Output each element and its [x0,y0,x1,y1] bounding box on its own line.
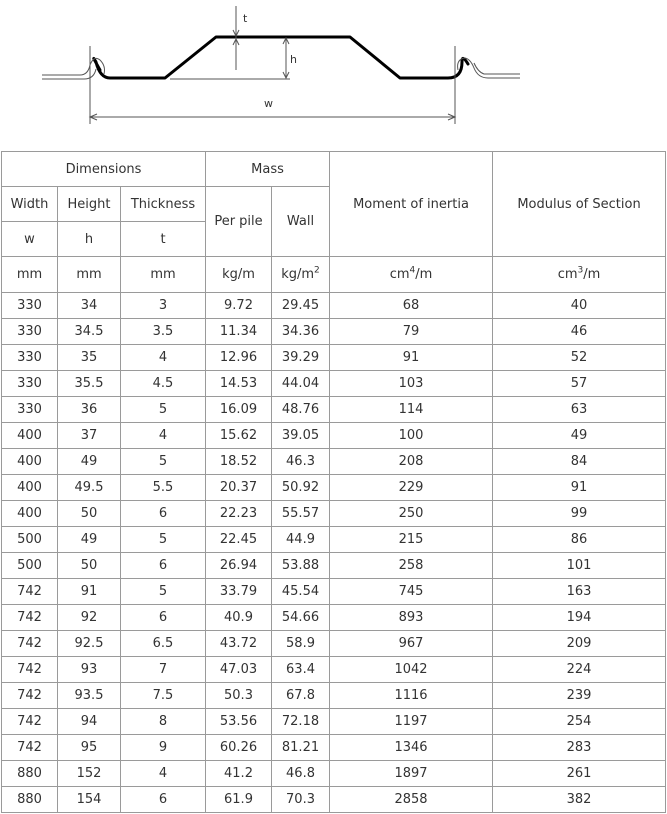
cell-mass-wall: 54.66 [272,605,330,631]
cell-moment-of-inertia: 1197 [330,709,493,735]
cell-mass-per-pile: 9.72 [206,293,272,319]
cell-mass-wall: 72.18 [272,709,330,735]
cell-width: 742 [2,735,58,761]
cell-moment-of-inertia: 103 [330,371,493,397]
unit-inertia-base: cm [389,267,410,282]
cell-moment-of-inertia: 745 [330,579,493,605]
unit-wall-exponent: 2 [314,265,320,276]
cell-mass-per-pile: 61.9 [206,787,272,813]
cell-moment-of-inertia: 114 [330,397,493,423]
table-row [2,397,666,423]
header-mass: Mass [206,152,330,187]
unit-modulus-of-section [493,257,666,293]
header-moment-of-inertia: Moment of inertia [330,152,493,257]
cell-width: 330 [2,345,58,371]
cell-thickness: 4.5 [121,371,206,397]
cell-width: 330 [2,319,58,345]
cell-height: 91 [58,579,121,605]
unit-inertia-exponent: 4 [409,265,416,276]
cell-thickness: 6 [121,553,206,579]
cell-moment-of-inertia: 91 [330,345,493,371]
header-width: Width [2,187,58,222]
cell-moment-of-inertia: 1897 [330,761,493,787]
header-per-pile: Per pile [206,187,272,257]
cell-modulus-of-section: 91 [493,475,666,501]
cell-mass-wall: 58.9 [272,631,330,657]
cell-thickness: 3.5 [121,319,206,345]
thickness-label: t [243,12,248,25]
table-row [2,735,666,761]
cell-mass-per-pile: 15.62 [206,423,272,449]
cell-modulus-of-section: 163 [493,579,666,605]
cell-height: 92.5 [58,631,121,657]
cell-thickness: 5 [121,449,206,475]
cell-mass-per-pile: 22.45 [206,527,272,553]
cell-moment-of-inertia: 100 [330,423,493,449]
cell-mass-per-pile: 41.2 [206,761,272,787]
cell-mass-wall: 45.54 [272,579,330,605]
cell-thickness: 7.5 [121,683,206,709]
cell-mass-wall: 67.8 [272,683,330,709]
cell-height: 94 [58,709,121,735]
cell-width: 742 [2,579,58,605]
cell-mass-wall: 50.92 [272,475,330,501]
cell-mass-per-pile: 18.52 [206,449,272,475]
cell-moment-of-inertia: 1042 [330,657,493,683]
cell-height: 49 [58,527,121,553]
cell-mass-wall: 53.88 [272,553,330,579]
cell-mass-per-pile: 53.56 [206,709,272,735]
cell-height: 36 [58,397,121,423]
cell-width: 880 [2,761,58,787]
cell-thickness: 5.5 [121,475,206,501]
cell-width: 500 [2,527,58,553]
height-label: h [290,53,297,66]
cell-moment-of-inertia: 2858 [330,787,493,813]
cell-modulus-of-section: 382 [493,787,666,813]
cell-moment-of-inertia: 1116 [330,683,493,709]
cell-height: 152 [58,761,121,787]
cell-width: 742 [2,657,58,683]
cell-moment-of-inertia: 68 [330,293,493,319]
cell-height: 50 [58,501,121,527]
cell-height: 93 [58,657,121,683]
cell-modulus-of-section: 254 [493,709,666,735]
sheet-pile-profile-diagram [0,0,667,150]
sheet-pile-specification-table [1,151,666,813]
unit-per-pile: kg/m [206,257,272,293]
cell-height: 34 [58,293,121,319]
cell-mass-per-pile: 60.26 [206,735,272,761]
cell-height: 34.5 [58,319,121,345]
table-row [2,553,666,579]
cell-modulus-of-section: 40 [493,293,666,319]
unit-modulus-base: cm [557,267,578,282]
cell-height: 154 [58,787,121,813]
cell-modulus-of-section: 194 [493,605,666,631]
cell-mass-per-pile: 14.53 [206,371,272,397]
unit-height: mm [58,257,121,293]
cell-modulus-of-section: 52 [493,345,666,371]
table-row [2,501,666,527]
cell-mass-per-pile: 43.72 [206,631,272,657]
header-height: Height [58,187,121,222]
table-row [2,293,666,319]
table-row [2,605,666,631]
cell-moment-of-inertia: 967 [330,631,493,657]
cell-modulus-of-section: 261 [493,761,666,787]
unit-wall-base: kg/m [281,267,315,282]
cell-mass-wall: 70.3 [272,787,330,813]
cell-modulus-of-section: 84 [493,449,666,475]
cell-modulus-of-section: 239 [493,683,666,709]
cell-width: 742 [2,709,58,735]
width-label: w [264,97,273,110]
cell-width: 400 [2,423,58,449]
table-row [2,345,666,371]
cell-mass-wall: 29.45 [272,293,330,319]
cell-moment-of-inertia: 215 [330,527,493,553]
profile-section-line [94,37,468,78]
cell-mass-per-pile: 50.3 [206,683,272,709]
cell-modulus-of-section: 63 [493,397,666,423]
unit-inertia-suffix: /m [415,267,433,282]
cell-height: 49.5 [58,475,121,501]
cell-modulus-of-section: 283 [493,735,666,761]
cell-mass-wall: 46.3 [272,449,330,475]
cell-moment-of-inertia: 79 [330,319,493,345]
cell-thickness: 5 [121,397,206,423]
cell-height: 95 [58,735,121,761]
table-row [2,371,666,397]
cell-width: 330 [2,371,58,397]
cell-thickness: 4 [121,761,206,787]
cell-modulus-of-section: 101 [493,553,666,579]
cell-width: 742 [2,605,58,631]
unit-moment-of-inertia [330,257,493,293]
cell-mass-per-pile: 47.03 [206,657,272,683]
cell-thickness: 6 [121,605,206,631]
unit-width: mm [2,257,58,293]
table-row [2,423,666,449]
header-symbol-w: w [2,222,58,257]
cell-mass-wall: 44.9 [272,527,330,553]
cell-mass-per-pile: 16.09 [206,397,272,423]
header-row-units [2,257,666,293]
unit-modulus-exponent: 3 [577,265,584,276]
cell-width: 330 [2,293,58,319]
cell-width: 880 [2,787,58,813]
unit-modulus-suffix: /m [583,267,601,282]
table-row [2,319,666,345]
cell-thickness: 7 [121,657,206,683]
cell-mass-wall: 39.29 [272,345,330,371]
header-modulus-of-section: Modulus of Section [493,152,666,257]
cell-thickness: 4 [121,345,206,371]
cell-height: 35 [58,345,121,371]
header-wall: Wall [272,187,330,257]
cell-width: 400 [2,501,58,527]
cell-thickness: 4 [121,423,206,449]
cell-modulus-of-section: 57 [493,371,666,397]
cell-moment-of-inertia: 258 [330,553,493,579]
cell-mass-per-pile: 40.9 [206,605,272,631]
cell-height: 35.5 [58,371,121,397]
cell-mass-per-pile: 26.94 [206,553,272,579]
cell-moment-of-inertia: 229 [330,475,493,501]
cell-modulus-of-section: 46 [493,319,666,345]
cell-mass-per-pile: 22.23 [206,501,272,527]
cell-width: 400 [2,475,58,501]
cell-thickness: 3 [121,293,206,319]
cell-height: 50 [58,553,121,579]
header-dimensions: Dimensions [2,152,206,187]
unit-wall [272,257,330,293]
cell-height: 49 [58,449,121,475]
cell-height: 92 [58,605,121,631]
table-row [2,657,666,683]
cell-modulus-of-section: 224 [493,657,666,683]
cell-thickness: 6 [121,501,206,527]
cell-mass-wall: 81.21 [272,735,330,761]
cell-mass-per-pile: 12.96 [206,345,272,371]
cell-modulus-of-section: 86 [493,527,666,553]
cell-mass-wall: 39.05 [272,423,330,449]
cell-moment-of-inertia: 250 [330,501,493,527]
cell-mass-per-pile: 11.34 [206,319,272,345]
cell-mass-wall: 48.76 [272,397,330,423]
cell-mass-wall: 46.8 [272,761,330,787]
header-symbol-h: h [58,222,121,257]
header-thickness: Thickness [121,187,206,222]
table-row [2,709,666,735]
cell-thickness: 6.5 [121,631,206,657]
cell-mass-wall: 55.57 [272,501,330,527]
cell-modulus-of-section: 209 [493,631,666,657]
cell-thickness: 5 [121,579,206,605]
cell-mass-wall: 63.4 [272,657,330,683]
table-row [2,683,666,709]
header-symbol-t: t [121,222,206,257]
cell-moment-of-inertia: 1346 [330,735,493,761]
cell-thickness: 5 [121,527,206,553]
table-row [2,787,666,813]
cell-mass-wall: 34.36 [272,319,330,345]
unit-thickness: mm [121,257,206,293]
profile-drawing [0,0,667,150]
table-row [2,761,666,787]
cell-width: 742 [2,631,58,657]
cell-moment-of-inertia: 893 [330,605,493,631]
table-row [2,579,666,605]
header-row-groups [2,152,666,187]
cell-width: 330 [2,397,58,423]
cell-mass-per-pile: 20.37 [206,475,272,501]
cell-width: 742 [2,683,58,709]
cell-thickness: 6 [121,787,206,813]
cell-width: 400 [2,449,58,475]
table-row [2,475,666,501]
cell-moment-of-inertia: 208 [330,449,493,475]
cell-width: 500 [2,553,58,579]
cell-mass-wall: 44.04 [272,371,330,397]
cell-mass-per-pile: 33.79 [206,579,272,605]
cell-height: 93.5 [58,683,121,709]
cell-thickness: 8 [121,709,206,735]
cell-height: 37 [58,423,121,449]
table-row [2,449,666,475]
cell-thickness: 9 [121,735,206,761]
table-row [2,631,666,657]
cell-modulus-of-section: 99 [493,501,666,527]
table-row [2,527,666,553]
cell-modulus-of-section: 49 [493,423,666,449]
